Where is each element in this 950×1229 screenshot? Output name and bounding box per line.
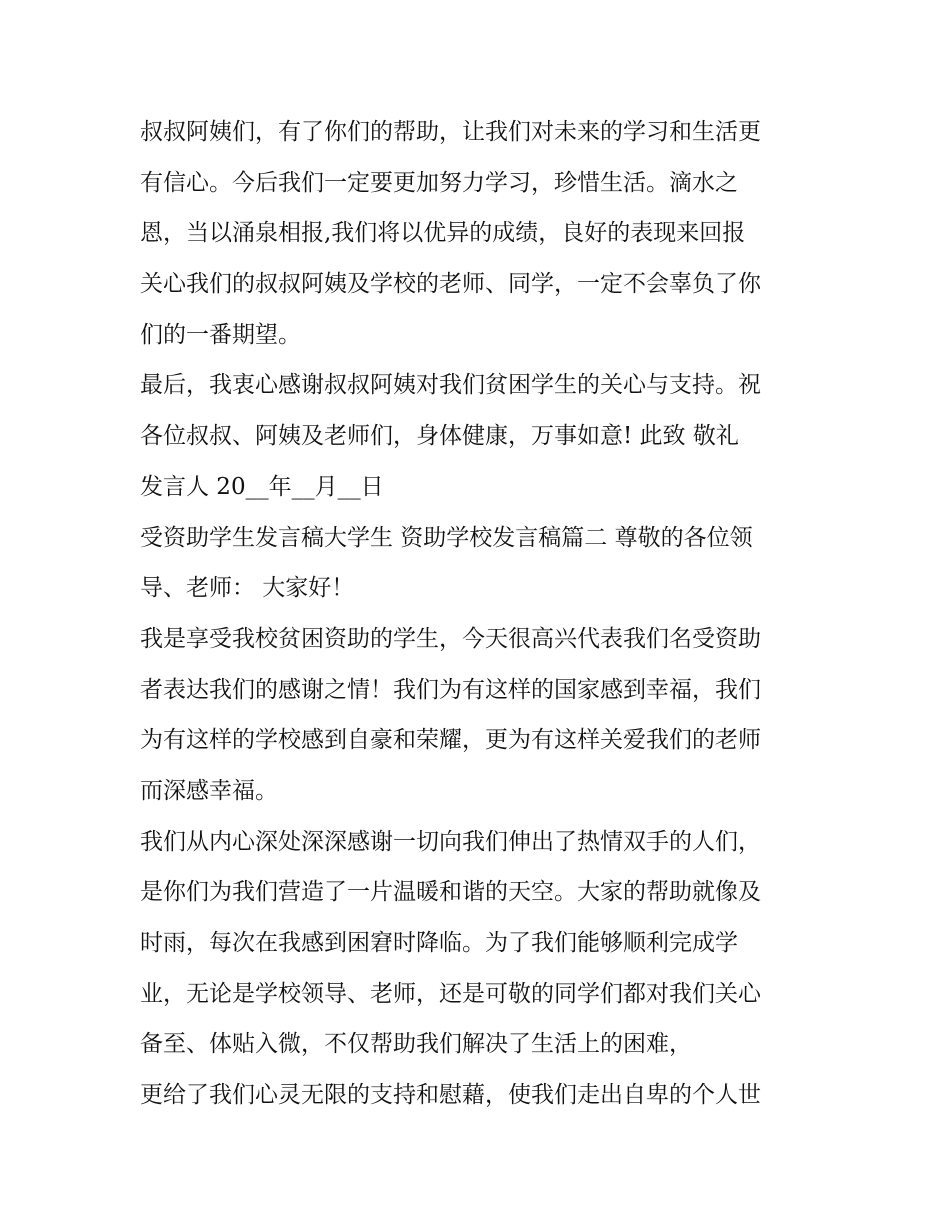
- text-line: 是你们为我们营造了一片温暖和谐的天空。大家的帮助就像及: [140, 879, 761, 906]
- text-line: 有信心。今后我们一定要更加努力学习，珍惜生活。滴水之: [140, 169, 738, 196]
- text-line: 业，无论是学校领导、老师，还是可敬的同学们都对我们关心: [140, 980, 761, 1007]
- text-line: 最后，我衷心感谢叔叔阿姨对我们贫困学生的关心与支持。祝: [140, 372, 761, 399]
- text-line: 为有这样的学校感到自豪和荣耀，更为有这样关爱我们的老师: [140, 727, 761, 754]
- text-line: 更给了我们心灵无限的支持和慰藉，使我们走出自卑的个人世: [140, 1082, 761, 1109]
- text-line: 恩，当以涌泉相报,我们将以优异的成绩，良好的表现来回报: [140, 220, 746, 247]
- text-line: 们的一番期望。: [140, 321, 301, 348]
- document-body: [140, 107, 830, 1121]
- text-line: 备至、体贴入微，不仅帮助我们解决了生活上的困难，: [140, 1031, 692, 1058]
- text-line: 各位叔叔、阿姨及老师们，身体健康，万事如意! 此致 敬礼: [140, 423, 739, 450]
- text-line: 叔叔阿姨们，有了你们的帮助，让我们对未来的学习和生活更: [140, 119, 761, 145]
- text-line: 导、老师： 大家好！: [140, 575, 355, 602]
- signature-line: 发言人 20__年__月__日: [140, 473, 384, 500]
- text-line: 关心我们的叔叔阿姨及学校的老师、同学，一定不会辜负了你: [140, 271, 761, 298]
- text-line: 我们从内心深处深深感谢一切向我们伸出了热情双手的人们，: [140, 828, 761, 855]
- text-line: 我是享受我校贫困资助的学生，今天很高兴代表我们名受资助: [140, 625, 761, 652]
- text-line: 受资助学生发言稿大学生 资助学校发言稿篇二 尊敬的各位领: [140, 524, 753, 551]
- text-line: 者表达我们的感谢之情！我们为有这样的国家感到幸福，我们: [140, 676, 761, 703]
- text-line: 而深感幸福。: [140, 777, 278, 804]
- text-line: 时雨，每次在我感到困窘时降临。为了我们能够顺利完成学: [140, 930, 738, 956]
